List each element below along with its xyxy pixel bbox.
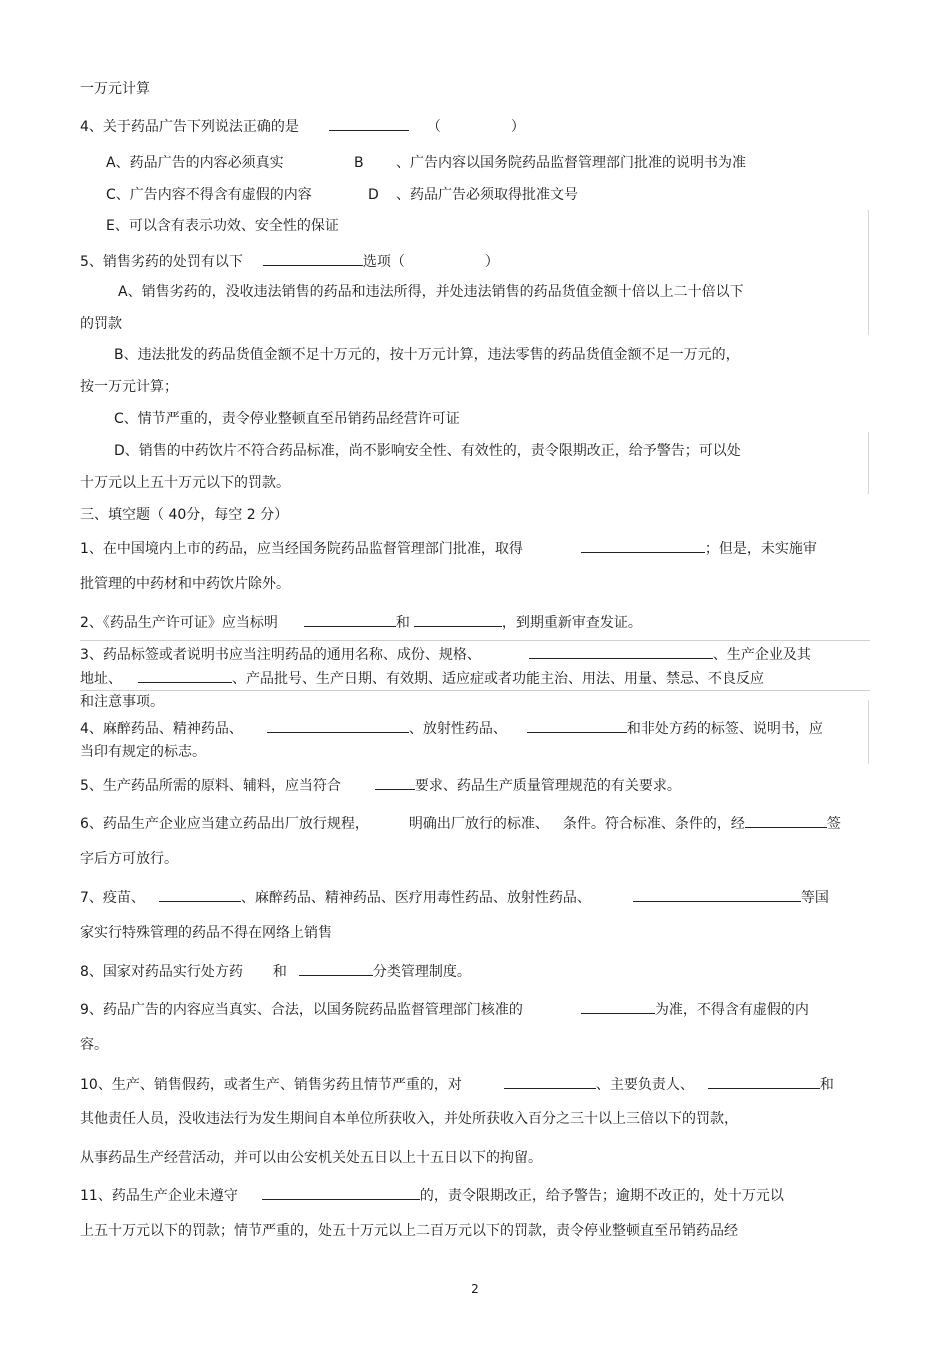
answer-blank[interactable] [633,887,801,902]
answer-blank[interactable] [745,813,827,828]
option-b-cont: 按一万元计算； [80,379,178,395]
fill-3-end: 和注意事项。 [80,694,164,710]
fill-3-cont [80,668,764,688]
fill-6 [80,813,841,833]
answer-blank[interactable] [708,1074,820,1089]
fill-7 [80,887,829,907]
fill-4-cont: 当印有规定的标志。 [80,744,206,760]
answer-blank[interactable] [304,612,396,627]
fill-text: 8、国家对药品实行处方药 [80,964,243,980]
fill-text: 、麻醉药品、精神药品、医疗用毒性药品、放射性药品、 [240,890,591,906]
fill-text: 地址、 [80,671,122,687]
answer-blank[interactable] [527,718,627,733]
fill-text: 、产品批号、生产日期、有效期、适应症或者功能主治、用法、用量、禁忌、不良反应 [232,671,764,687]
option-c: C、情节严重的，责令停业整顿直至吊销药品经营许可证 [114,411,460,427]
option-e: E、可以含有表示功效、安全性的保证 [106,218,339,234]
fill-text: 4、麻醉药品、精神药品、 [80,721,243,737]
fill-text: 和 [272,964,287,980]
question-text: 5、销售劣药的处罚有以下 [80,254,243,270]
fill-9-cont: 容。 [80,1037,108,1053]
fill-text: 、生产企业及其 [712,647,811,663]
option-b: 、广告内容以国务院药品监督管理部门批准的说明书为准 [396,155,746,171]
question-4 [80,116,525,136]
option-d-letter: D [368,187,379,203]
fill-text: 9、药品广告的内容应当真实、合法，以国务院药品监督管理部门核准的 [80,1002,523,1018]
fill-8 [80,961,471,981]
fill-text: ；但是，未实施审 [704,541,817,557]
fill-6-cont: 字后方可放行。 [80,851,178,867]
answer-blank[interactable] [299,961,373,976]
fill-text: 的，责令限期改正，给予警告；逾期不改正的，处十万元以 [419,1188,784,1204]
option-d-cont: 十万元以上五十万元以下的罚款。 [80,475,290,491]
answer-blank[interactable] [159,887,241,902]
paren-close: ） [510,119,525,135]
fill-11 [80,1185,784,1205]
fill-text: 要求、药品生产质量管理规范的有关要求。 [414,778,681,794]
fill-text: 2、《药品生产许可证》应当标明 [80,615,278,631]
answer-blank[interactable] [414,612,502,627]
option-a: A、药品广告的内容必须真实 [106,155,284,171]
fill-text: 条件。符合标准、条件的，经 [562,816,745,832]
paren-close: ） [484,254,499,270]
fill-text: 为准，不得含有虚假的内 [654,1002,809,1018]
scan-edge-line [868,432,869,494]
fill-text: 11、药品生产企业未遵守 [80,1188,238,1204]
fill-7-cont: 家实行特殊管理的药品不得在网络上销售 [80,925,332,941]
fill-11-cont: 上五十万元以下的罚款；情节严重的，处五十万元以上二百万元以下的罚款，责令停业整顿直至吊销药品经 [80,1223,738,1239]
fill-text: 等国 [800,890,829,906]
scan-table-line [80,690,870,691]
fill-4 [80,718,823,738]
fill-2 [80,612,642,632]
answer-blank[interactable] [581,538,705,553]
answer-blank[interactable] [581,999,655,1014]
fill-text: 6、药品生产企业应当建立药品出厂放行规程， [80,816,369,832]
answer-blank[interactable] [329,116,409,131]
fill-10-end: 从事药品生产经营活动，并可以由公安机关处五日以上十五日以下的拘留。 [80,1150,542,1166]
answer-blank[interactable] [375,775,415,790]
answer-blank[interactable] [529,644,713,659]
fill-text: 、放射性药品、 [408,721,507,737]
option-b: B、违法批发的药品货值金额不足十万元的，按十万元计算，违法零售的药品货值金额不足一万元的， [114,347,740,363]
answer-blank[interactable] [262,1185,420,1200]
option-a: A、销售劣药的，没收违法销售的药品和违法所得，并处违法销售的药品货值金额十倍以上二十倍以下 [118,284,744,300]
fill-text: 7、疫苗、 [80,890,145,906]
fill-3 [80,644,811,664]
question-5 [80,251,499,271]
answer-blank[interactable] [267,718,409,733]
option-d: 、药品广告必须取得批准文号 [396,187,578,203]
page-number: 2 [471,1282,479,1296]
fill-text: 、主要负责人、 [595,1077,694,1093]
text-line: 一万元计算 [80,81,150,97]
fill-1 [80,538,817,558]
fill-5 [80,775,681,795]
fill-1-cont: 批管理的中药材和中药饮片除外。 [80,576,290,592]
fill-10-cont: 其他责任人员，没收违法行为发生期间自本单位所获收入，并处所获收入百分之三十以上三倍以下的罚款， [80,1111,738,1127]
option-c: C、广告内容不得含有虚假的内容 [106,187,312,203]
fill-text: 分类管理制度。 [372,964,471,980]
fill-text: 1、在中国境内上市的药品，应当经国务院药品监督管理部门批准，取得 [80,541,523,557]
paren-open: （ [426,119,441,135]
option-d: D、销售的中药饮片不符合药品标准，尚不影响安全性、有效性的，责令限期改正，给予警告；可以处 [114,443,741,459]
option-b-letter: B [354,155,364,171]
fill-10 [80,1074,834,1094]
section-heading: 三、填空题（ 40分，每空 2 分） [80,507,289,523]
option-a-cont: 的罚款 [80,316,122,332]
fill-text: ，到期重新审查发证。 [501,615,642,631]
fill-text: 10、生产、销售假药，或者生产、销售劣药且情节严重的，对 [80,1077,462,1093]
fill-text: 和 [395,615,410,631]
fill-text: 明确出厂放行的标准、 [408,816,549,832]
question-text: 4、关于药品广告下列说法正确的是 [80,119,299,135]
scan-table-line [80,640,870,641]
fill-9 [80,999,809,1019]
fill-text: 和非处方药的标签、说明书，应 [626,721,823,737]
answer-blank[interactable] [138,668,232,683]
fill-text: 签 [826,816,841,832]
answer-blank[interactable] [504,1074,596,1089]
scan-edge-line [868,210,869,335]
answer-blank[interactable] [263,251,363,266]
fill-text: 3、药品标签或者说明书应当注明药品的通用名称、成份、规格、 [80,647,481,663]
fill-text: 和 [819,1077,834,1093]
scan-edge-line [868,700,869,764]
question-suffix: 选项（ [362,254,405,270]
fill-text: 5、生产药品所需的原料、辅料，应当符合 [80,778,341,794]
